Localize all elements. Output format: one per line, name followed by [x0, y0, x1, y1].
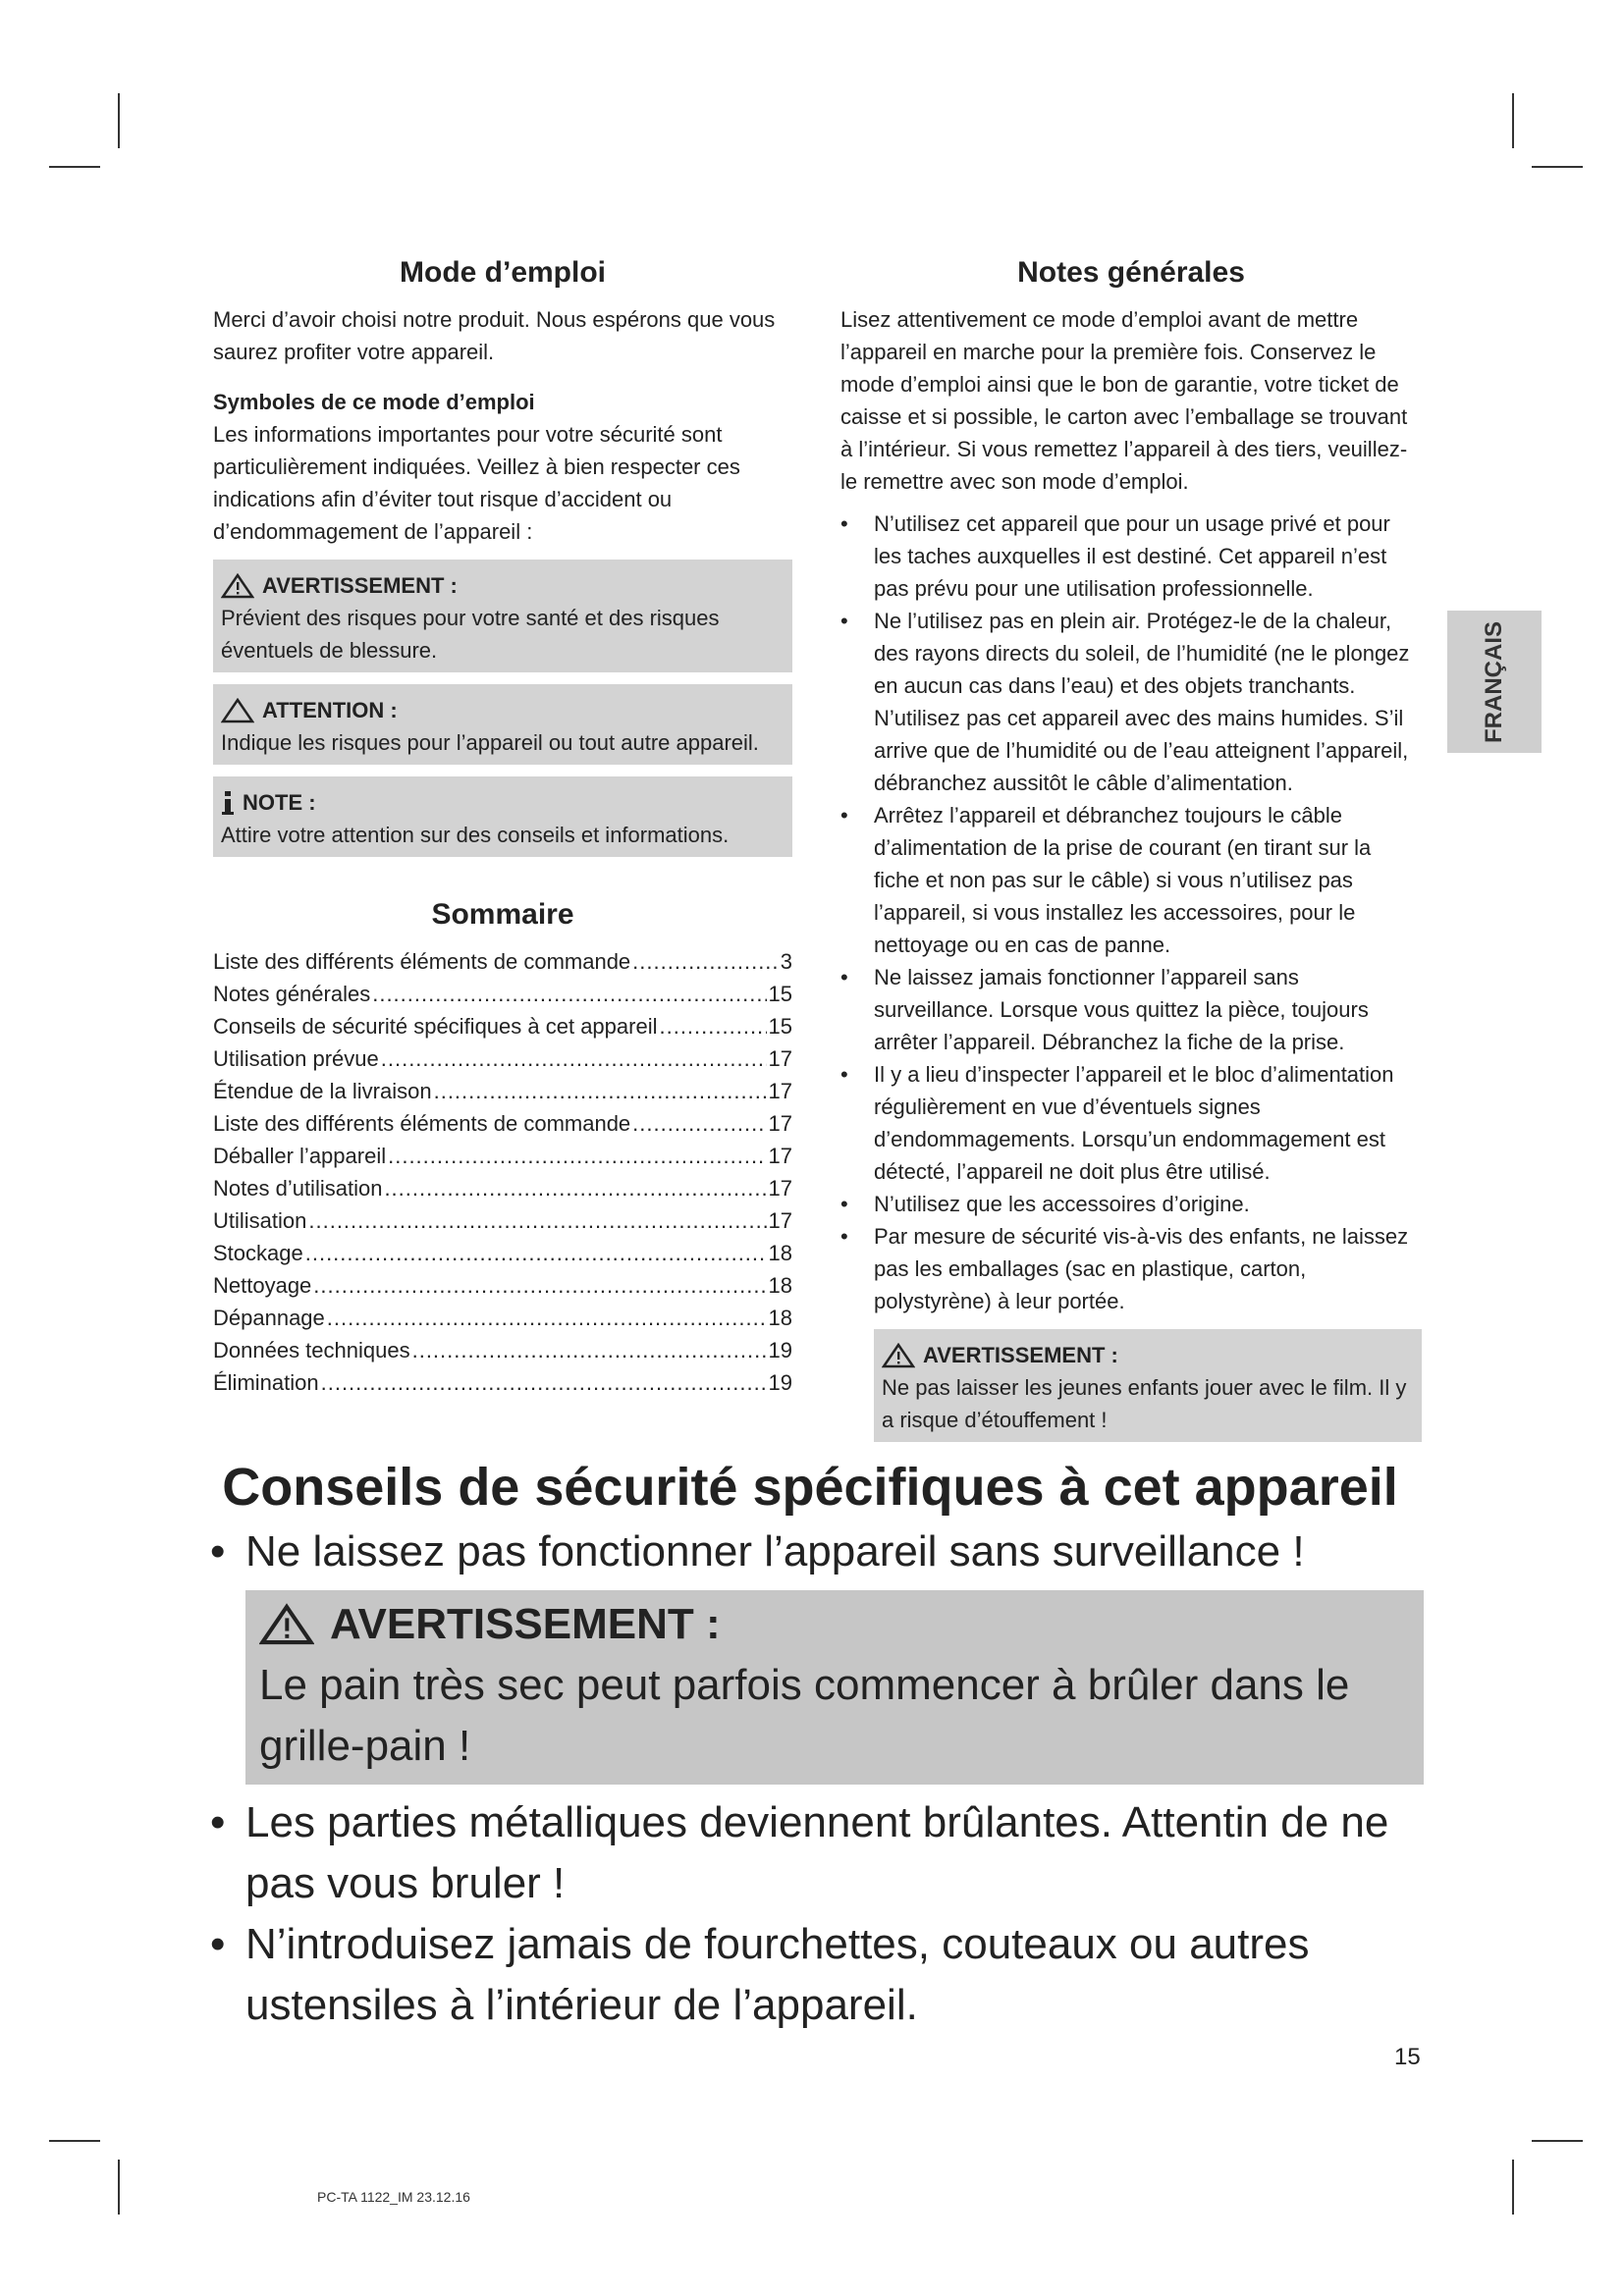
section-title-mode-emploi: Mode d’emploi: [400, 256, 606, 289]
list-item: • N’utilisez cet appareil que pour un usage privé et pour les taches auxquelles il est destiné. Cet appareil n’est pas prévu pour une utilisation professionnelle.: [840, 507, 1422, 605]
toc-row[interactable]: Étendue de la livraison ..... 17: [213, 1075, 792, 1107]
crop-mark: [1532, 166, 1583, 168]
safety-title: Conseils de sécurité spécifiques à cet appareil: [222, 1458, 1398, 1517]
section-title-sommaire: Sommaire: [431, 898, 574, 931]
attention-box-title: ATTENTION :: [262, 698, 398, 722]
safety-section: [196, 1453, 1424, 2036]
list-item: • Arrêtez l’appareil et débranchez toujours le câble d’alimentation de la prise de courant (en tirant sur la fiche et non pas sur le câble) si vous n’utilisez pas l’appareil, si vous installez les accessoires, pour le nettoyage ou en cas de panne.: [840, 799, 1422, 961]
notes-list: [840, 507, 1422, 1317]
children-warning-text: Ne pas laisser les jeunes enfants jouer avec le film. Il y a risque d’étouffement !: [882, 1375, 1407, 1432]
section-title-notes-generales: Notes générales: [1017, 256, 1245, 289]
toc-row[interactable]: Dépannage ..... 18: [213, 1302, 792, 1334]
warning-triangle-icon: [882, 1343, 915, 1368]
warning-triangle-icon: [259, 1603, 314, 1646]
crop-mark: [1512, 93, 1514, 148]
safety-warning-text: Le pain très sec peut parfois commencer à brûler dans le grille-pain !: [259, 1661, 1350, 1770]
toc-row[interactable]: Liste des différents éléments de commande ..... 3: [213, 945, 792, 978]
attention-triangle-icon: [221, 698, 254, 723]
footer-code: PC-TA 1122_IM 23.12.16: [317, 2189, 470, 2205]
safety-bullet: • Les parties métalliques deviennent brûlantes. Attentin de ne pas vous bruler !: [196, 1792, 1424, 1914]
warning-box: [213, 560, 792, 672]
toc-row[interactable]: Notes générales ..... 15: [213, 978, 792, 1010]
crop-mark: [118, 2160, 120, 2215]
notes-intro: Lisez attentivement ce mode d’emploi avant de mettre l’appareil en marche pour la première fois. Conservez le mode d’emploi ainsi que le bon de garantie, votre ticket de caisse et si possible, le carton avec l’emballage se trouvant à l’intérieur. Si vous remettez l’appareil à des tiers, veuillez-le remettre avec son mode d’emploi.: [840, 307, 1408, 494]
warning-triangle-icon: [221, 573, 254, 599]
crop-mark: [1512, 2160, 1514, 2215]
intro-text: Merci d’avoir choisi notre produit. Nous espérons que vous saurez profiter votre appareil.: [213, 307, 776, 364]
attention-box: [213, 684, 792, 765]
toc-row[interactable]: Données techniques ..... 19: [213, 1334, 792, 1366]
warning-box-title: AVERTISSEMENT :: [262, 573, 458, 598]
list-item: • Par mesure de sécurité vis-à-vis des enfants, ne laissez pas les emballages (sac en plastique, carton, polystyrène) à leur portée.: [840, 1220, 1422, 1317]
safety-warning-title: AVERTISSEMENT :: [330, 1600, 721, 1648]
crop-mark: [118, 93, 120, 148]
crop-mark: [49, 166, 100, 168]
list-item: • Il y a lieu d’inspecter l’appareil et le bloc d’alimentation régulièrement en vue d’éventuels signes d’endommagements. Lorsqu’un endommagement est détecté, l’appareil ne doit plus être utilisé.: [840, 1058, 1422, 1188]
symbols-text: Les informations importantes pour votre sécurité sont particulièrement indiquées. Veillez à bien respecter ces indications afin d’éviter tout risque d’accident ou d’endommagement de l’appareil :: [213, 422, 740, 544]
attention-box-text: Indique les risques pour l’appareil ou tout autre appareil.: [221, 730, 759, 755]
warning-box-text: Prévient des risques pour votre santé et des risques éventuels de blessure.: [221, 606, 720, 663]
toc-row[interactable]: Notes d’utilisation ..... 17: [213, 1172, 792, 1204]
page-number: 15: [1394, 2044, 1421, 2070]
list-item: • Ne l’utilisez pas en plein air. Protégez-le de la chaleur, des rayons directs du soleil, de l’humidité (ne le plongez en aucun cas dans l’eau) et des objets tranchants. N’utilisez pas cet appareil avec des mains humides. S’il arrive que de l’humidité ou de l’eau atteignent l’appareil, débranchez aussitôt le câble d’alimentation.: [840, 605, 1422, 799]
note-box: [213, 776, 792, 857]
safety-bullet: • Ne laissez pas fonctionner l’appareil sans surveillance !: [196, 1522, 1424, 1582]
crop-mark: [49, 2140, 100, 2142]
toc-row[interactable]: Élimination ..... 19: [213, 1366, 792, 1399]
list-item: • Ne laissez jamais fonctionner l’appareil sans surveillance. Lorsque vous quittez la pièce, toujours arrêter l’appareil. Débranchez la fiche de la prise.: [840, 961, 1422, 1058]
safety-warning-box: [245, 1590, 1424, 1785]
list-item: • N’utilisez que les accessoires d’origine.: [840, 1188, 1422, 1220]
toc-row[interactable]: Liste des différents éléments de commande ..... 17: [213, 1107, 792, 1140]
toc-row[interactable]: Conseils de sécurité spécifiques à cet appareil ..... 15: [213, 1010, 792, 1042]
language-tab: [1447, 611, 1542, 753]
info-icon: [221, 791, 235, 815]
left-column: [213, 250, 792, 1399]
note-box-text: Attire votre attention sur des conseils et informations.: [221, 823, 730, 847]
safety-bullet: • N’introduisez jamais de fourchettes, couteaux ou autres ustensiles à l’intérieur de l’appareil.: [196, 1914, 1424, 2036]
toc-row[interactable]: Utilisation ..... 17: [213, 1204, 792, 1237]
symbols-heading: Symboles de ce mode d’emploi: [213, 390, 535, 414]
toc-row[interactable]: Utilisation prévue ..... 17: [213, 1042, 792, 1075]
children-warning-title: AVERTISSEMENT :: [923, 1343, 1118, 1367]
toc-row[interactable]: Stockage ..... 18: [213, 1237, 792, 1269]
toc-row[interactable]: Déballer l’appareil ..... 17: [213, 1140, 792, 1172]
language-tab-label: FRANÇAIS: [1481, 620, 1507, 743]
crop-mark: [1532, 2140, 1583, 2142]
toc-row[interactable]: Nettoyage ..... 18: [213, 1269, 792, 1302]
table-of-contents: [213, 945, 792, 1399]
right-column: [840, 250, 1422, 1442]
note-box-title: NOTE :: [243, 790, 316, 815]
children-warning-box: [874, 1329, 1422, 1442]
